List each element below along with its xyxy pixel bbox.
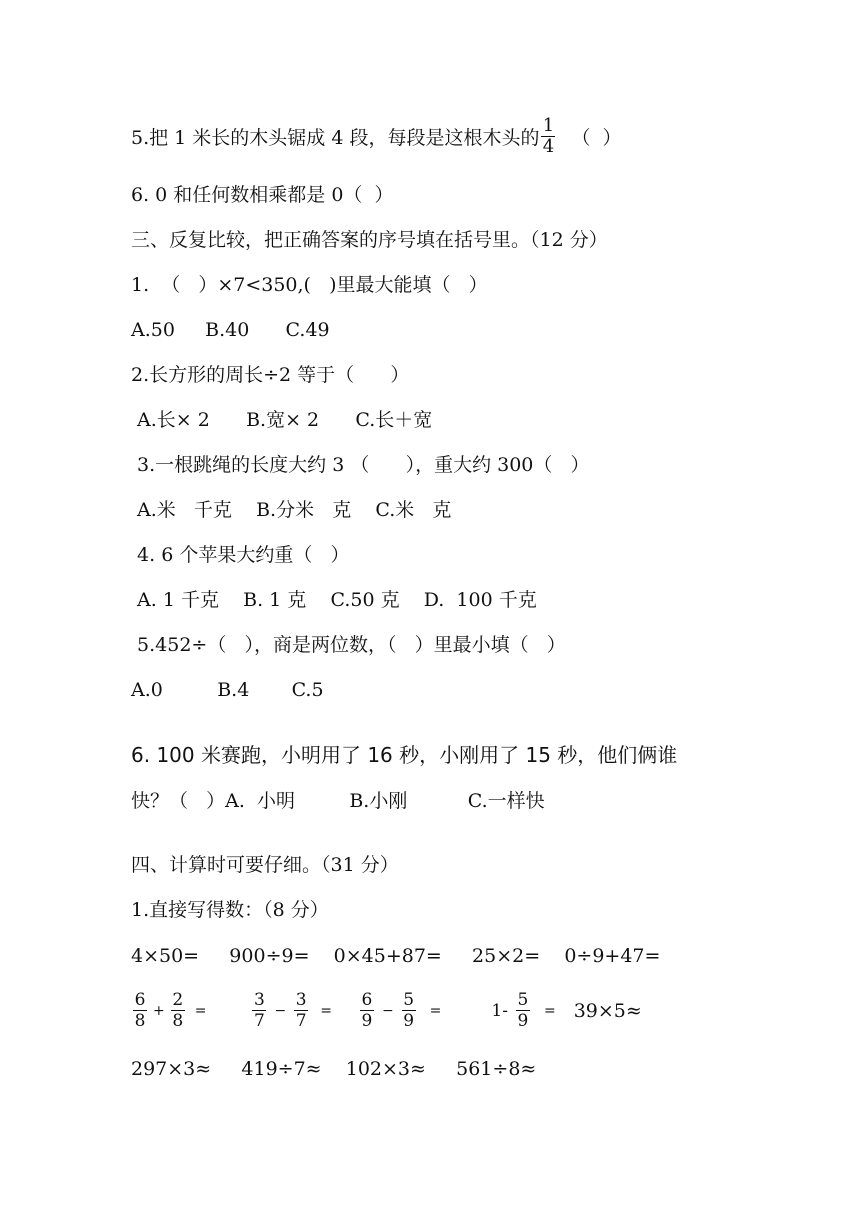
fraction: $\frac{5}{9}$ (403, 990, 415, 1031)
subsection-1-heading: 1.直接写得数：（8 分） (131, 899, 329, 921)
choice-options-5: A.0 B.4 C.5 (131, 679, 324, 701)
operand: 1- (491, 1000, 508, 1021)
choice-question-5: 5.452÷（ ），商是两位数，（ ）里最小填（ ） (131, 634, 566, 656)
equals-sign: = (194, 1002, 207, 1019)
section-3-heading: 三、反复比较，把正确答案的序号填在括号里。（12 分） (131, 229, 608, 251)
equals-sign: = (429, 1002, 442, 1019)
choice-question-4: 4. 6 个苹果大约重（ ） (131, 544, 350, 566)
choice-question-6-line1: 6. 100 米赛跑，小明用了 16 秒，小刚用了 15 秒，他们俩谁 (131, 743, 678, 767)
estimate-expression: 39×5≈ (573, 999, 642, 1022)
judge-question-6: 6. 0 和任何数相乘都是 0（ ） (131, 184, 394, 206)
fraction (541, 116, 555, 157)
calc-row-3: 297×3≈ 419÷7≈ 102×3≈ 561÷8≈ (131, 1058, 537, 1080)
choice-question-1: 1. （ ）×7<350,( )里最大能填（ ） (131, 274, 488, 296)
fraction: $\frac{6}{8}$ (134, 990, 146, 1031)
fraction: $\frac{5}{9}$ (517, 990, 529, 1031)
calc-row-1: 4×50= 900÷9= 0×45+87= 25×2= 0÷9+47= (131, 945, 661, 967)
equals-sign: = (320, 1002, 332, 1019)
answer-bracket: （ ） (571, 127, 622, 149)
minus-sign: − (381, 1002, 394, 1019)
choice-options-4: A. 1 千克 B. 1 克 C.50 克 D. 100 千克 (131, 589, 537, 611)
fraction: $\frac{3}{7}$ (295, 990, 307, 1031)
question-text: 5.把 1 米长的木头锯成 4 段，每段是这根木头的 (131, 127, 540, 149)
section-4-heading: 四、计算时可要仔细。（31 分） (131, 854, 399, 876)
choice-options-2: A.长× 2 B.宽× 2 C.长＋宽 (131, 409, 433, 431)
choice-options-3: A.米 千克 B.分米 克 C.米 克 (131, 499, 452, 521)
equals-sign: = (543, 1002, 556, 1019)
judge-question-5 (131, 116, 622, 157)
numerator: 1 (542, 115, 555, 136)
calc-row-2 (131, 990, 642, 1031)
denominator: 4 (542, 136, 555, 157)
choice-question-6-line2: 快？（ ）A. 小明 B.小刚 C.一样快 (131, 790, 545, 812)
choice-question-2: 2.长方形的周长÷2 等于（ ） (131, 364, 410, 386)
minus-sign: − (274, 1002, 287, 1019)
fraction: $\frac{3}{7}$ (254, 990, 265, 1031)
fraction: $\frac{6}{9}$ (361, 990, 373, 1031)
choice-options-1: A.50 B.40 C.49 (131, 319, 330, 341)
plus-sign: + (153, 1002, 165, 1019)
choice-question-3: 3.一根跳绳的长度大约 3 （ ），重大约 300（ ） (131, 454, 590, 476)
fraction: $\frac{2}{8}$ (172, 990, 184, 1031)
